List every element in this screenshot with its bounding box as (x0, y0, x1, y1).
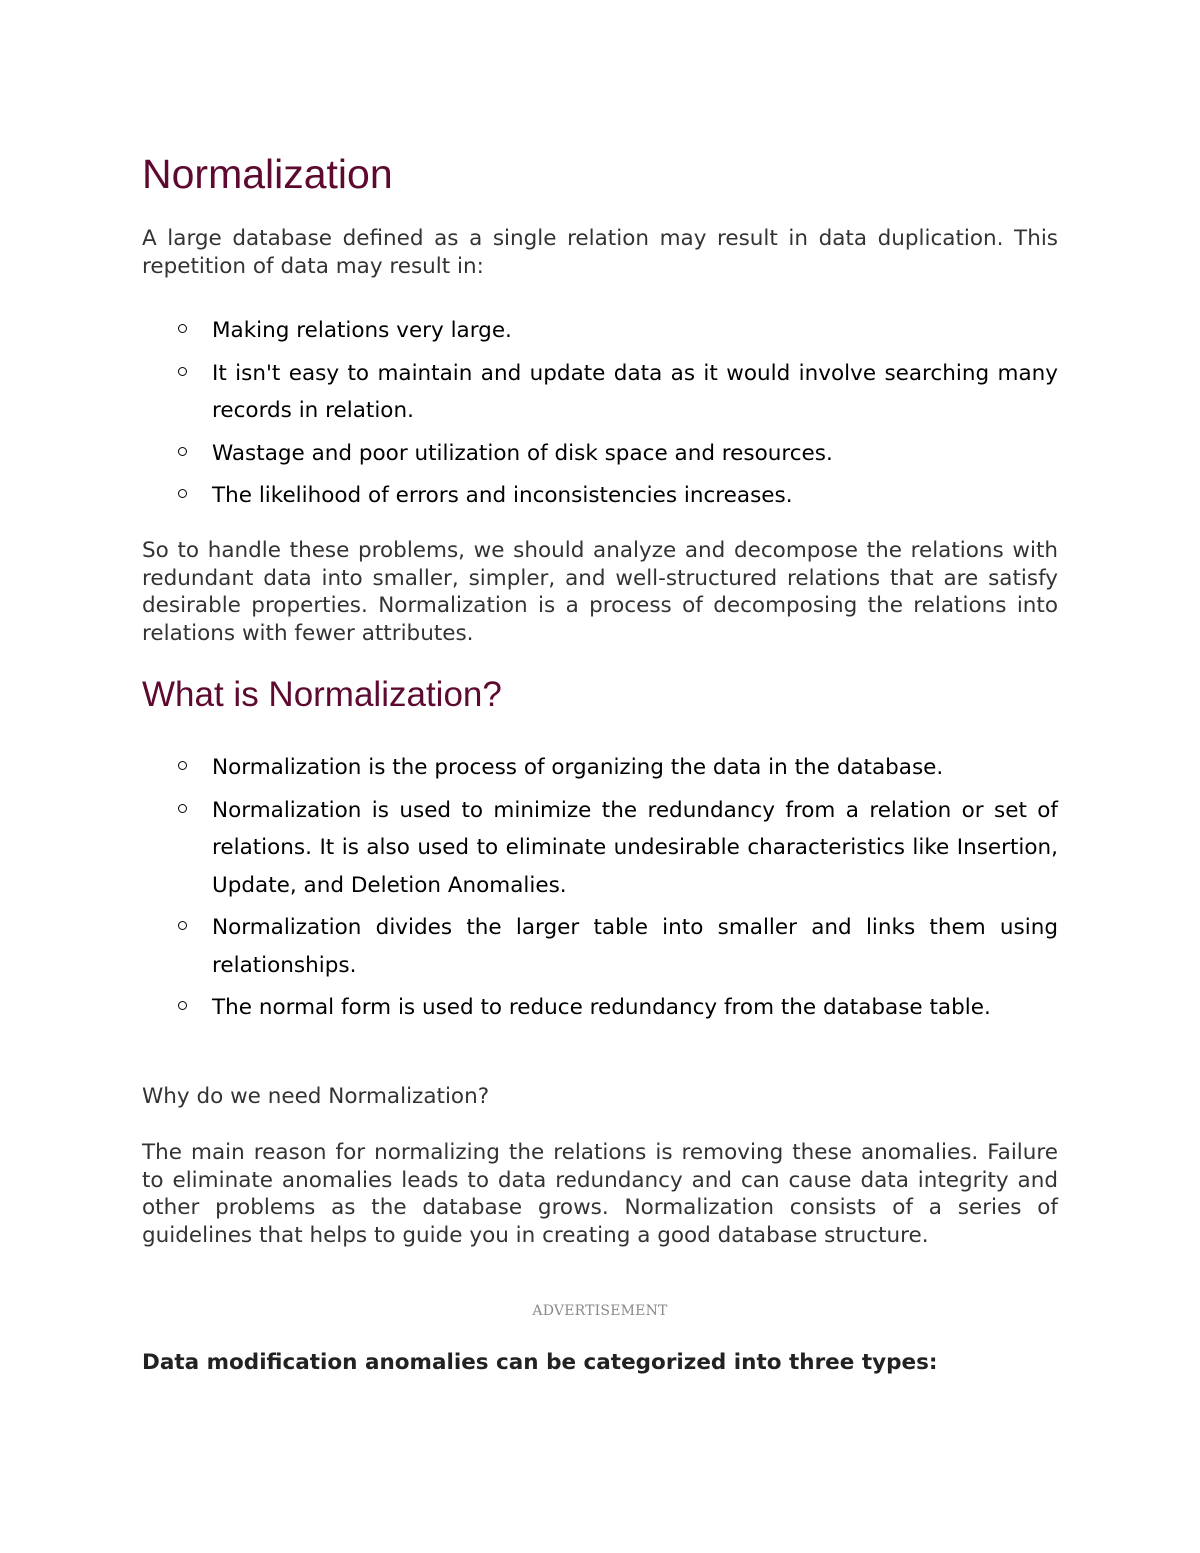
list-item: Wastage and poor utilization of disk space and resources. (142, 435, 1058, 473)
list-item: Normalization divides the larger table into smaller and links them using relationships. (142, 909, 1058, 984)
circle-bullet-icon (178, 489, 187, 498)
anomalies-heading: Data modification anomalies can be categorized into three types: (142, 1350, 938, 1375)
list-item: Normalization is the process of organizing the data in the database. (142, 749, 1058, 787)
problems-list (142, 312, 1058, 520)
why-paragraph: The main reason for normalizing the relations is removing these anomalies. Failure to eliminate anomalies leads to data redundancy and can cause data integrity and other problems as the database grows. Normalization consists of a series of guidelines that helps to guide you in creating a good database structure. (142, 1140, 1058, 1248)
circle-bullet-icon (178, 447, 187, 456)
list-item: It isn't easy to maintain and update data as it would involve searching many records in relation. (142, 355, 1058, 430)
why-heading: Why do we need Normalization? (142, 1084, 490, 1109)
circle-bullet-icon (178, 324, 187, 333)
page-title: Normalization (142, 151, 393, 197)
circle-bullet-icon (178, 367, 187, 376)
circle-bullet-icon (178, 1001, 187, 1010)
list-item: Normalization is used to minimize the redundancy from a relation or set of relations. It is also used to eliminate undesirable characteristics like Insertion, Update, and Deletion Anomalies. (142, 792, 1058, 905)
intro-paragraph: A large database defined as a single relation may result in data duplication. This repetition of data may result in: (142, 226, 1058, 279)
circle-bullet-icon (178, 761, 187, 770)
what-list (142, 749, 1058, 1032)
what-heading: What is Normalization? (142, 675, 502, 714)
advertisement-label: ADVERTISEMENT (532, 1303, 668, 1319)
list-item: Making relations very large. (142, 312, 1058, 350)
circle-bullet-icon (178, 921, 187, 930)
solution-paragraph: So to handle these problems, we should analyze and decompose the relations with redundant data into smaller, simpler, and well-structured relations that are satisfy desirable properties. Normalization is a process of decomposing the relations into relations with fewer attributes. (142, 538, 1058, 646)
list-item: The normal form is used to reduce redundancy from the database table. (142, 989, 1058, 1027)
list-item: The likelihood of errors and inconsistencies increases. (142, 477, 1058, 515)
circle-bullet-icon (178, 804, 187, 813)
